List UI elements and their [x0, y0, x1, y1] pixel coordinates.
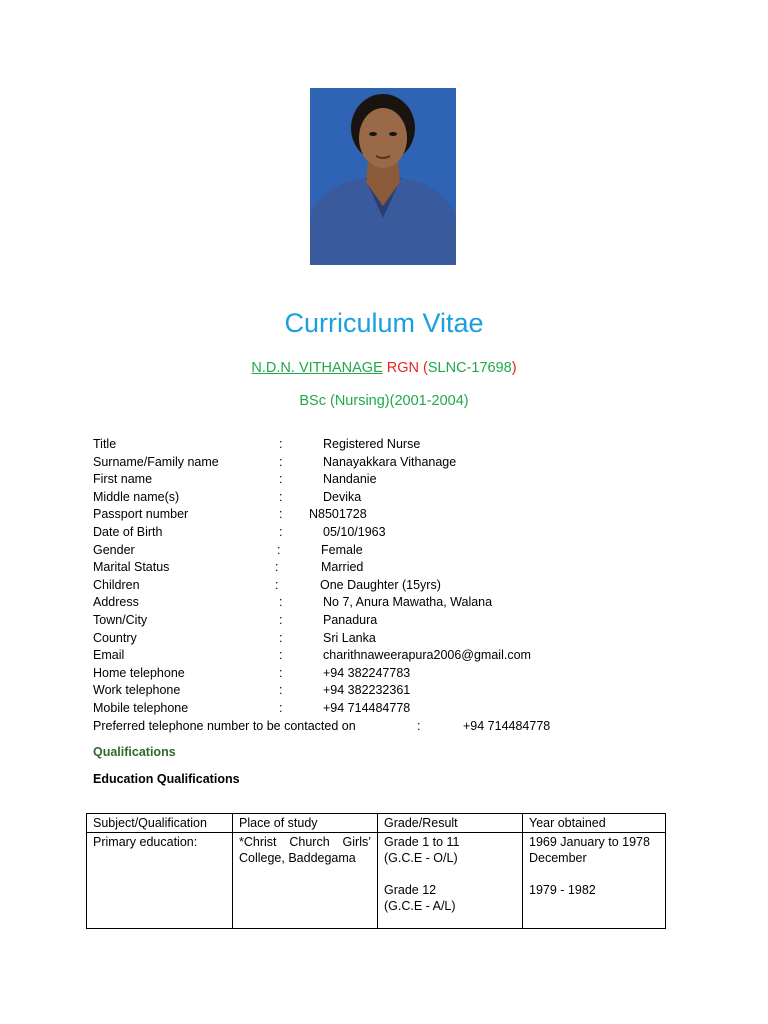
- detail-value: Panadura: [323, 612, 378, 627]
- separator: :: [279, 489, 283, 504]
- separator: :: [279, 454, 283, 469]
- detail-label: Middle name(s): [93, 489, 180, 504]
- detail-label: Address: [93, 595, 139, 610]
- detail-row: [93, 700, 693, 718]
- year-text: 1969 January to 1978 December: [529, 835, 650, 865]
- detail-label: Marital Status: [93, 560, 170, 575]
- detail-value: Nandanie: [323, 472, 377, 487]
- table-row: [87, 833, 666, 929]
- detail-label: First name: [93, 472, 153, 487]
- detail-value: Nanayakkara Vithanage: [323, 454, 457, 469]
- rgn-label: RGN: [386, 360, 420, 376]
- detail-value: Devika: [323, 489, 362, 504]
- spacer: [384, 866, 516, 882]
- column-header: Place of study: [233, 814, 378, 833]
- detail-label: Town/City: [93, 612, 148, 627]
- detail-row: [93, 577, 693, 595]
- grade-text: Grade 12: [384, 883, 437, 897]
- detail-value: Registered Nurse: [323, 437, 421, 451]
- year-cell: [523, 833, 666, 929]
- separator: :: [279, 648, 283, 663]
- separator: :: [279, 437, 283, 451]
- detail-row: [93, 647, 693, 665]
- detail-label: Surname/Family name: [93, 454, 219, 469]
- separator: :: [277, 542, 281, 557]
- detail-row: [93, 594, 693, 612]
- detail-value: +94 382232361: [323, 683, 411, 698]
- reg-close: ): [511, 360, 517, 376]
- detail-value: Female: [321, 542, 363, 557]
- separator: :: [279, 507, 283, 522]
- detail-label: Title: [93, 437, 117, 451]
- separator: :: [279, 683, 283, 698]
- qualifications-heading: Qualifications: [93, 745, 176, 759]
- detail-label: Children: [93, 577, 140, 592]
- place-cell: *Christ Church Girls’ College, Baddegama: [233, 833, 378, 929]
- detail-label: Email: [93, 648, 125, 663]
- detail-row: [93, 506, 693, 524]
- detail-label: Mobile telephone: [93, 700, 189, 715]
- preferred-row: [93, 718, 693, 736]
- separator: :: [279, 612, 283, 627]
- education-heading: Education Qualifications: [93, 772, 240, 786]
- detail-row: [93, 542, 693, 560]
- detail-label: Preferred telephone number to be contacted on: [93, 718, 356, 733]
- separator: :: [275, 560, 279, 575]
- separator: :: [417, 718, 421, 733]
- detail-value: 05/10/1963: [323, 524, 386, 539]
- detail-value: N8501728: [309, 507, 367, 522]
- separator: :: [279, 630, 283, 645]
- separator: :: [279, 472, 283, 487]
- spacer: [529, 866, 659, 882]
- education-table: [86, 813, 666, 929]
- column-header: Subject/Qualification: [87, 814, 233, 833]
- detail-label: Home telephone: [93, 665, 185, 680]
- detail-value: +94 382247783: [323, 665, 411, 680]
- separator: :: [279, 700, 283, 715]
- detail-label: Date of Birth: [93, 524, 163, 539]
- separator: :: [275, 577, 279, 592]
- detail-label: Passport number: [93, 507, 189, 522]
- detail-label: Work telephone: [93, 683, 181, 698]
- detail-row: [93, 682, 693, 700]
- detail-value: One Daughter (15yrs): [320, 577, 441, 592]
- separator: :: [279, 665, 283, 680]
- detail-value: Married: [321, 560, 364, 575]
- detail-value: No 7, Anura Mawatha, Walana: [323, 595, 493, 610]
- full-name: N.D.N. VITHANAGE: [251, 360, 383, 376]
- detail-row: [93, 471, 693, 489]
- detail-value: +94 714484778: [463, 718, 551, 733]
- reg-open: (: [423, 360, 428, 376]
- detail-row: [93, 559, 693, 577]
- subject-cell: Primary education:: [87, 833, 233, 929]
- personal-details: [93, 436, 693, 735]
- grade-cell: [378, 833, 523, 929]
- table-header-row: [87, 814, 666, 833]
- separator: :: [279, 595, 283, 610]
- detail-row: [93, 630, 693, 648]
- grade-text: Grade 1 to 11: [384, 835, 460, 849]
- detail-row: [93, 436, 693, 454]
- page-title: Curriculum Vitae: [284, 308, 484, 338]
- detail-row: [93, 489, 693, 507]
- column-header: Year obtained: [523, 814, 666, 833]
- detail-value: +94 714484778: [323, 700, 411, 715]
- detail-label: Gender: [93, 542, 135, 557]
- detail-label: Country: [93, 630, 137, 645]
- detail-row: [93, 454, 693, 472]
- degree-line: BSc (Nursing)(2001-2004): [299, 393, 469, 409]
- name-line: [0, 360, 768, 376]
- registration-number: SLNC-17698: [427, 360, 512, 376]
- detail-row: [93, 612, 693, 630]
- profile-photo: [310, 88, 456, 265]
- detail-row: [93, 665, 693, 683]
- grade-text: (G.C.E - A/L): [384, 899, 456, 913]
- detail-value: Sri Lanka: [323, 630, 376, 645]
- year-text: 1979 - 1982: [529, 883, 596, 897]
- email-value[interactable]: charithnaweerapura2006@gmail.com: [323, 648, 531, 663]
- grade-text: (G.C.E - O/L): [384, 851, 458, 865]
- separator: :: [279, 524, 283, 539]
- column-header: Grade/Result: [378, 814, 523, 833]
- detail-row: [93, 524, 693, 542]
